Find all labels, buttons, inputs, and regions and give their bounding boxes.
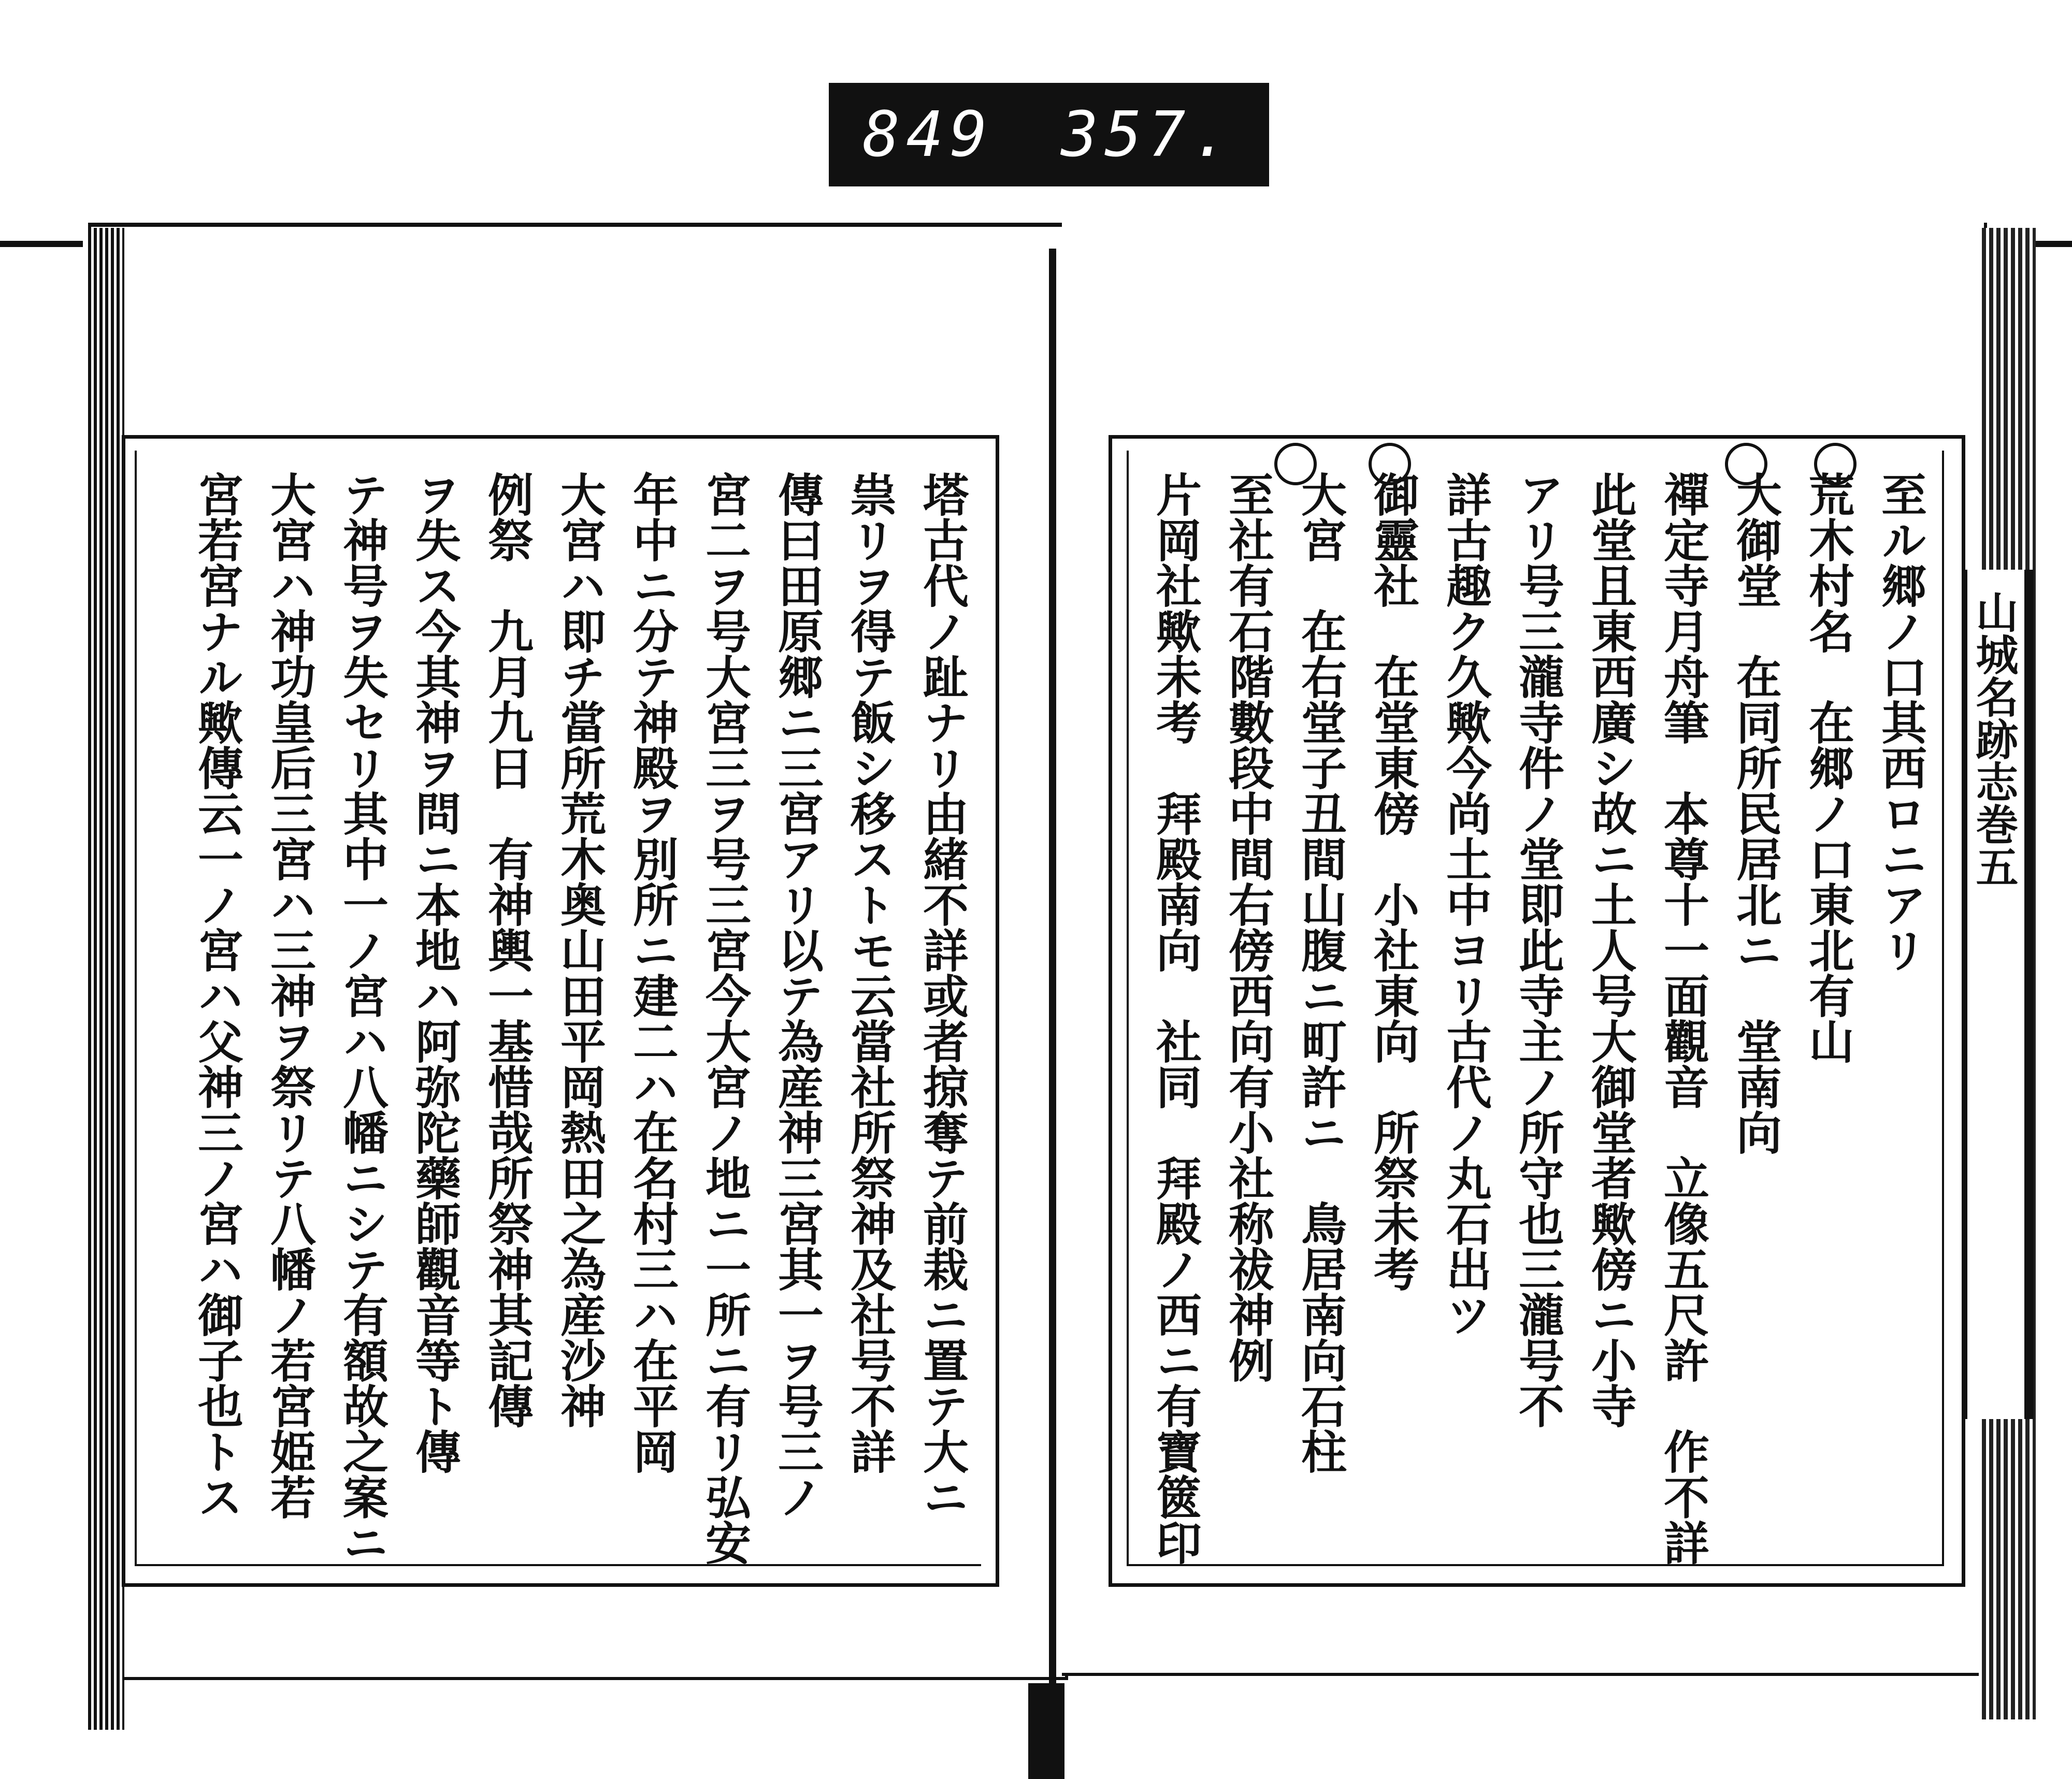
- right-page-text: [1140, 471, 1937, 1565]
- text-column: 祟リヲ得テ飯シ移ストモ云當社所祭神及社号不詳: [843, 471, 897, 1474]
- text-column: 詳古趣ク久歟今尚土中ヨリ古代ノ丸石出ツ: [1439, 471, 1493, 1337]
- book-spine: [1049, 249, 1056, 1751]
- text-column: 年中ニ分テ神殿ヲ別所ニ建二ハ在名村三ハ在平岡: [626, 471, 680, 1474]
- catalog-label: [829, 83, 1269, 186]
- text-column: 禪定寺月舟筆 本尊十一面觀音 立像五尺許 作不詳: [1657, 471, 1710, 1565]
- text-column: 大宮ハ神功皇后三宮ハ三神ヲ祭リテ八幡ノ若宮姫若: [263, 471, 317, 1520]
- spine-foot: [1028, 1683, 1064, 1779]
- text-column: テ神号ヲ失セリ其中一ノ宮ハ八幡ニシテ有額故之案ニ: [336, 471, 390, 1565]
- text-column: 例祭 九月九日 有神輿一基惜哉所祭神其記傳: [481, 471, 535, 1428]
- text-column: 大御堂 在同所民居北ニ 堂南向: [1729, 471, 1783, 1155]
- text-column: 宮二ヲ号大宮三ヲ号三宮今大宮ノ地ニ一所ニ有リ弘安: [698, 471, 752, 1565]
- text-column: 大宮ハ即チ當所荒木奥山田平岡熱田之為産沙神: [553, 471, 607, 1428]
- text-column: 宮若宮ナル歟傳云一ノ宮ハ父神三ノ宮ハ御子也トス: [191, 471, 244, 1520]
- side-title: 山城名跡志巻五: [1963, 570, 2034, 1419]
- text-column: 至ル郷ノ口其西ロニアリ: [1874, 471, 1928, 973]
- scan-edge-left: [0, 241, 83, 247]
- text-column: 至社有石階數段中間右傍西向有小社称祓神例: [1221, 471, 1275, 1383]
- text-column: アリ号三瀧寺件ノ堂即此寺主ノ所守也三瀧号不: [1512, 471, 1565, 1428]
- text-column: 御靈社 在堂東傍 小社東向 所祭未考: [1366, 471, 1420, 1292]
- left-fore-edge: [88, 228, 124, 1730]
- text-column: 大宮 在右堂子丑間山腹ニ町許ニ 鳥居南向石柱: [1294, 471, 1348, 1474]
- text-column: 荒木村名 在郷ノ口東北有山: [1802, 471, 1855, 1064]
- text-column: ヲ失ス今其神ヲ問ニ本地ハ阿弥陀藥師觀音等ト傳: [408, 471, 462, 1474]
- left-page-text: [150, 471, 979, 1565]
- text-column: 傳曰田原郷ニ三宮アリ以テ為産神三宮其一ヲ号三ノ: [771, 471, 825, 1520]
- text-column: 塔古代ノ趾ナリ由緒不詳或者掠奪テ前栽ニ置テ大ニ: [916, 471, 970, 1520]
- catalog-number-left: 849: [862, 98, 994, 171]
- text-column: 此堂且東西廣シ故ニ土人号大御堂者歟傍ニ小寺: [1584, 471, 1638, 1428]
- catalog-number-right: 357.: [1060, 98, 1235, 171]
- text-column: 片岡社歟未考 拜殿南向 社同 拜殿ノ西ニ有寶篋印: [1149, 471, 1203, 1565]
